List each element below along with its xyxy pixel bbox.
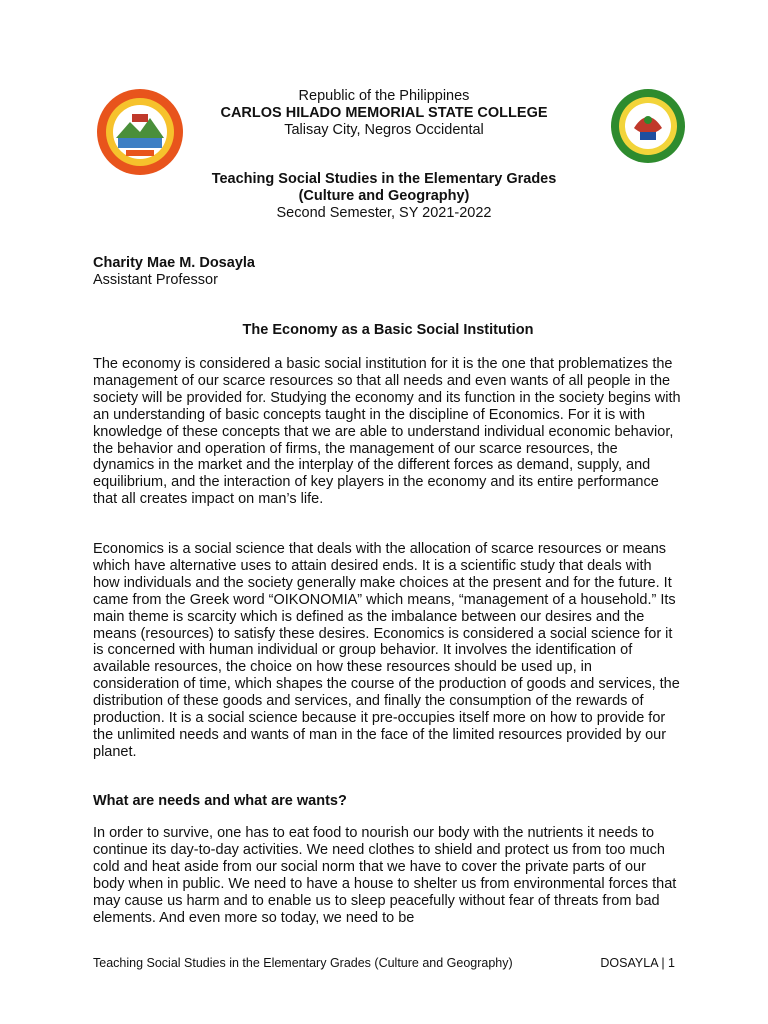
footer-course: Teaching Social Studies in the Elementary Grades (Culture and Geography) [93, 956, 513, 970]
footer-page-number: DOSAYLA | 1 [600, 956, 675, 970]
paragraph-economics-definition: Economics is a social science that deals with the allocation of scarce resources or means which have alternative uses to attain desired ends. It is a scientific study that deals with how individuals and the society generally make choices at the present and for the future. It came from the Greek word “OIKONOMIA” which means, “management of a household.” Its main theme is scarcity which is defined as the imbalance between our desires and the means (resources) to satisfy these desires. Economics is considered a social science for it is concerned with human individual or group behavior. It involves the identification of available resources, the choice on how these resources should be used up, in consideration of time, which shapes the course of the production of goods and services, the distribution of these goods and services, and finally the consumption of the rewards of production. It is a social science because it pre-occupies itself more on how to provide for the unlimited needs and wants of man in the face of the limited resources provided by our planet. [93, 541, 680, 760]
section-title: The Economy as a Basic Social Institution [242, 322, 534, 338]
document-header [180, 88, 588, 139]
college-seal-logo [96, 88, 184, 176]
page-footer [93, 956, 675, 971]
author-block [93, 255, 255, 289]
course-title: Teaching Social Studies in the Elementary Grades [211, 171, 557, 187]
semester-line: Second Semester, SY 2021-2022 [276, 205, 492, 221]
subheading-needs-wants: What are needs and what are wants? [93, 793, 347, 809]
author-name: Charity Mae M. Dosayla [93, 255, 255, 271]
college-location: Talisay City, Negros Occidental [284, 122, 484, 138]
paragraph-needs: In order to survive, one has to eat food to nourish our body with the nutrients it needs to continue its day-to-day activities. We need clothes to shield and protect us from too much cold and heat aside from our social norm that we have to cover the private parts of our body when in public. We need to have a house to shelter us from environmental forces that may cause us harm and to enable us to sleep peacefully without fear of threats from bad elements. And even more so today, we need to be [93, 825, 677, 926]
author-position: Assistant Professor [93, 272, 218, 288]
college-name: CARLOS HILADO MEMORIAL STATE COLLEGE [220, 105, 548, 121]
department-seal-logo [610, 88, 686, 164]
course-heading [120, 171, 648, 222]
course-subtitle: (Culture and Geography) [298, 188, 470, 204]
republic-line: Republic of the Philippines [298, 88, 470, 104]
paragraph-economy-institution: The economy is considered a basic social institution for it is the one that problematizes the management of our scarce resources so that all needs and even wants of all people in the society will be provided for. Studying the economy and its function in the society begins with an understanding of basic concepts taught in the discipline of Economics. For it is with knowledge of these concepts that we are able to understand individual economic behavior, the behavior and operation of firms, the management of our scarce resources, the dynamics in the market and the interplay of the different forces as demand, supply, and equilibrium, and the interaction of key players in the economy and its entire performance that all creates impact on man’s life. [93, 356, 681, 508]
